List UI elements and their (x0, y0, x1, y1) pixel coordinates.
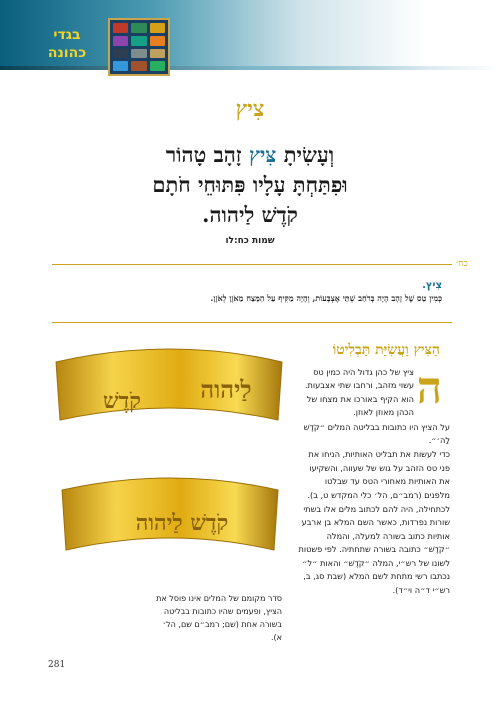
plate-top-line1: קֹדֶשׁ (103, 388, 141, 414)
commentary-text: כְּמִין טַס שֶׁל זָהָב הָיָה בְּרֹחַב שְׁתֵּי אֶצְבָּעוֹת, וְהָיָה מַקִּיף עַל הַמֵּצַח מֵאֹזֶן לְאֹזֶן. (210, 293, 442, 303)
article-paragraph: על הציץ היו כתובות בבליטה המלים ״קֹדֶשׁ לַה׳״. (303, 421, 450, 446)
verse-source: שמות כח:לו (225, 236, 275, 246)
page-title: צִיץ (235, 96, 265, 122)
commentary-head: צִיץ. (422, 280, 442, 291)
article-paragraph: ציץ של כהן גדול היה כמין טס עשוי מזהב, ורחבו שתי אצבעות. הוא הקיף באורכו את מצחו של הכהן מאוזן לאוזן. (304, 367, 414, 418)
verse-line-2: וּפִתַּחְתָּ עָלָיו פִּתּוּחֵי חֹתָם (152, 172, 348, 197)
breastplate-stone (131, 49, 146, 59)
verse (60, 140, 440, 230)
article-body (298, 363, 450, 598)
drop-cap: ה (416, 363, 442, 414)
section-tag: בגדי כהונה (47, 27, 87, 61)
verse-highlight: צִּיץ (248, 142, 277, 167)
breastplate-stone (113, 49, 128, 59)
breastplate-stone (150, 36, 165, 46)
breastplate-stone (131, 61, 146, 71)
article-paragraph: לכתחילה, היה להם לכתוב מלים אלו בשתי שורות נפרדות, כאשר השם המלא בן ארבע אותיות כתוב בשורה למעלה, והמלה ״קֹדֶשׁ״ כתובה בשורה שתחתיה. לפי פשטות לשונו של רש״י, המלה ״קֹדֶשׁ״ והאות ״ל״ נכתבו רשי מתחת לשם המלא (שבת סג, ב, רש״י ד״ה וי״ד). (298, 504, 450, 595)
figure-caption: סדר מקומם של המלים אינו פוסל את הציץ, ופעמים שהיו כתובות בבליטה בשורה אחת (שם; רמב״ם שם, הל׳ א). (156, 594, 282, 642)
divider (52, 264, 452, 265)
page-number: 281 (48, 660, 66, 670)
breastplate-stone (131, 23, 146, 33)
breastplate-stone (113, 36, 128, 46)
plate-top-line2: לַיהוה (200, 375, 252, 404)
breastplate-stone (150, 49, 165, 59)
article-paragraph: כדי לעשות את תבליט האותיות, הניחו את פני טס הזהב על גוש של שעווה, והשקיעו את האותיות מאחורי הטס עד שבלטו מלפנים (רמב״ם, הל׳ כלי המקדש ט, ב). (307, 449, 450, 500)
breastplate-stone (113, 61, 128, 71)
gold-plate-top (56, 349, 282, 420)
divider (52, 322, 452, 323)
gold-plate-bottom (62, 478, 278, 550)
verse-line-1-prefix: וְעָשִׂיתָ (276, 142, 335, 167)
tzitz-illustration (50, 340, 290, 590)
verse-line-1 (60, 140, 440, 170)
breastplate-stone (150, 61, 165, 71)
breastplate-stone (131, 36, 146, 46)
article-heading: הַצִּיץ וַעֲשִׂיַּת תַּבְלִיטוֹ (332, 342, 440, 358)
plate-bottom-text: קֹדֶשׁ לַיהוה (135, 510, 229, 536)
chapter-mark: כח׳ (452, 258, 468, 269)
breastplate-icon (108, 18, 170, 76)
verse-line-1-suffix: זָהָב טָהוֹר (165, 142, 249, 167)
breastplate-stone (150, 23, 165, 33)
breastplate-stone (113, 23, 128, 33)
verse-line-3: קֹדֶשׁ לַיהוה. (202, 202, 298, 227)
